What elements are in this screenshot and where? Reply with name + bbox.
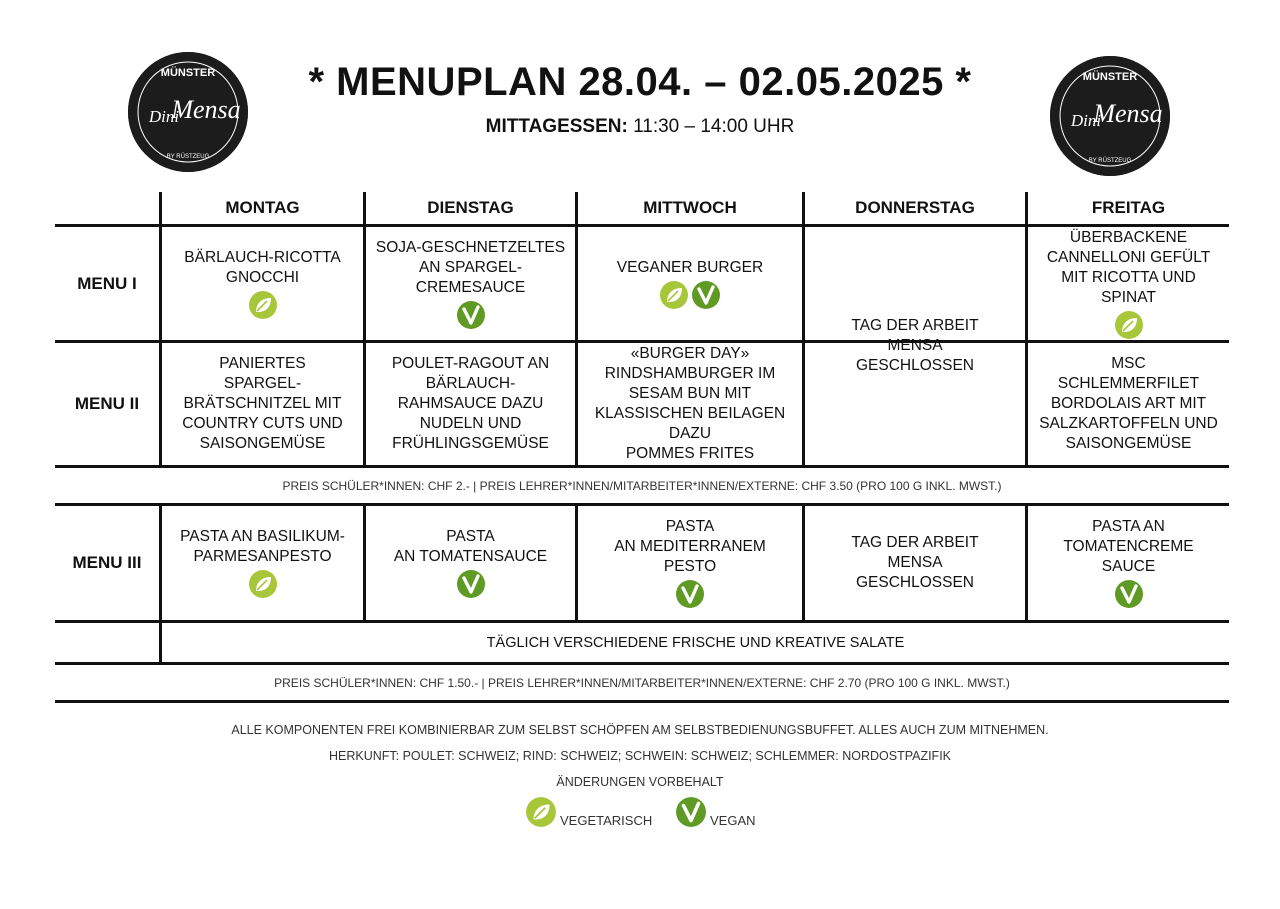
lunch-time: 11:30 – 14:00 UHR <box>633 116 795 137</box>
dish-line: AN SPARGEL- <box>418 258 523 276</box>
logo-script2: Mensa <box>171 95 241 124</box>
closed-line: MENSA <box>887 554 943 571</box>
vegetarian-leaf-icon <box>525 796 557 828</box>
vegetarian-leaf-icon <box>248 290 278 320</box>
dish-line: SALZKARTOFFELN UND <box>1039 415 1218 432</box>
dish-line: BRÄTSCHNITZEL MIT <box>183 395 342 412</box>
menu1-wednesday <box>578 227 802 340</box>
price-note-menu1-2: PREIS SCHÜLER*INNEN: CHF 2.- | PREIS LEHRER*INNEN/MITARBEITER*INNEN/EXTERNE: CHF 3.50 (PRO 100 G INKL. MWST.) <box>282 478 1002 493</box>
dish-line: GNOCCHI <box>225 268 300 286</box>
menu3-wednesday <box>578 506 802 620</box>
closed-line: TAG DER ARBEIT <box>851 317 979 334</box>
logo-top-text: MÜNSTER <box>160 67 216 79</box>
dish-line: PARMESANPESTO <box>193 548 332 565</box>
dish-line: SOJA-GESCHNETZELTES <box>375 238 566 256</box>
menu1-monday <box>162 227 363 340</box>
dish-line: RAHMSAUCE DAZU <box>397 395 544 412</box>
dish-line: CREMESAUCE <box>415 278 526 296</box>
row-label-menu3: MENU III <box>72 553 142 572</box>
dish-line: CANNELLONI GEFÜLT <box>1046 248 1211 266</box>
dish-line: MSC <box>1111 355 1146 372</box>
vegetarian-leaf-icon <box>248 569 278 599</box>
menu1-friday <box>1028 227 1229 340</box>
price-note-menu3: PREIS SCHÜLER*INNEN: CHF 1.50.- | PREIS LEHRER*INNEN/MITARBEITER*INNEN/EXTERNE: CHF 2.70 (PRO 100 G INKL. MWST.) <box>274 675 1010 690</box>
logo-bottom-text: BY RÜSTZEUG <box>1088 158 1132 164</box>
dish-line: ÜBERBACKENE <box>1069 228 1188 246</box>
dish-line: FRÜHLINGSGEMÜSE <box>392 435 549 452</box>
dish-line: COUNTRY CUTS UND <box>182 415 343 432</box>
menu2-friday <box>1028 343 1229 465</box>
footer-changes-note: ÄNDERUNGEN VORBEHALT <box>556 775 724 789</box>
logo-bottom-text: BY RÜSTZEUG <box>166 154 210 160</box>
vegetarian-leaf-icon <box>1114 310 1144 340</box>
menu1-tuesday <box>366 227 575 340</box>
dish-line: SPINAT <box>1101 288 1156 306</box>
legend-vegetarian <box>525 795 652 828</box>
menu2-monday <box>162 343 363 465</box>
dish-line: PASTA AN <box>1092 518 1165 535</box>
footer-combinable-note: ALLE KOMPONENTEN FREI KOMBINIERBAR ZUM SELBST SCHÖPFEN AM SELBSTBEDIENUNGSBUFFET. ALLES AUCH ZUM MITNEHMEN. <box>231 723 1049 737</box>
footer-origin-note: HERKUNFT: POULET: SCHWEIZ; RIND: SCHWEIZ; SCHWEIN: SCHWEIZ; SCHLEMMER: NORDOSTPAZIFIK <box>328 749 952 763</box>
day-header-friday: FREITAG <box>1091 198 1166 217</box>
dish-line: PASTA <box>446 528 495 545</box>
dish-line: AN MEDITERRANEM <box>614 538 766 555</box>
dish-line: AN TOMATENSAUCE <box>393 548 548 565</box>
lunch-label: MITTAGESSEN: <box>485 116 628 137</box>
menu3-tuesday <box>366 506 575 620</box>
lunch-hours <box>0 116 1280 138</box>
grid-line <box>55 700 1229 703</box>
logo-top-text: MÜNSTER <box>1082 71 1138 83</box>
row-label-menu1: MENU I <box>77 273 137 293</box>
closed-line: GESCHLOSSEN <box>855 574 974 591</box>
salads-note: TÄGLICH VERSCHIEDENE FRISCHE UND KREATIVE SALATE <box>486 634 905 651</box>
legend-vegan <box>675 795 756 828</box>
dish-line: SPARGEL- <box>223 375 302 392</box>
vegan-v-icon <box>691 280 721 310</box>
vegan-v-icon <box>456 300 486 330</box>
dish-line: NUDELN UND <box>419 415 522 432</box>
row-label-menu2: MENU II <box>74 394 140 413</box>
vegetarian-leaf-icon <box>659 280 689 310</box>
menu3-monday <box>162 506 363 620</box>
vegan-v-icon <box>675 579 705 609</box>
dish-line: PANIERTES <box>219 355 306 372</box>
vegan-v-icon <box>456 569 486 599</box>
day-header-wednesday: MITTWOCH <box>643 198 737 217</box>
menu2-wednesday <box>578 343 802 465</box>
dish-line: TOMATENCREME <box>1063 538 1194 555</box>
dish-line: VEGANER BURGER <box>616 258 764 276</box>
dish-line: BÄRLAUCH- <box>425 375 516 392</box>
dish-line: MIT RICOTTA UND <box>1061 268 1196 286</box>
dish-line: RINDSHAMBURGER IM <box>604 365 776 382</box>
dish-line: SAUCE <box>1101 558 1156 575</box>
closed-line: MENSA <box>887 337 943 354</box>
closed-line: GESCHLOSSEN <box>855 357 974 374</box>
legend-vegan-label: VEGAN <box>710 813 756 828</box>
dish-line: SESAM BUN MIT <box>628 385 752 402</box>
thursday-closed-1 <box>805 227 1025 465</box>
page-title: * MENUPLAN 28.04. – 02.05.2025 * <box>308 60 972 104</box>
logo-script1: Dini <box>1070 111 1102 130</box>
closed-line: TAG DER ARBEIT <box>851 534 979 551</box>
vegan-v-icon <box>675 796 707 828</box>
day-header-thursday: DONNERSTAG <box>855 198 975 217</box>
menu2-tuesday <box>366 343 575 465</box>
dish-line: PESTO <box>663 558 717 575</box>
logo-script2: Mensa <box>1093 99 1163 128</box>
dish-line: SAISONGEMÜSE <box>199 435 326 452</box>
dish-line: DAZU <box>668 425 712 442</box>
dish-line: KLASSISCHEN BEILAGEN <box>594 405 786 422</box>
day-header-monday: MONTAG <box>225 198 300 217</box>
logo-script1: Dini <box>148 107 180 126</box>
dish-line: PASTA <box>665 518 715 535</box>
dish-line: POULET-RAGOUT AN <box>391 355 550 372</box>
dish-line: «BURGER DAY» <box>630 345 750 362</box>
dish-line: PASTA AN BASILIKUM- <box>180 528 345 545</box>
dish-line: BORDOLAIS ART MIT <box>1050 395 1207 412</box>
dish-line: SCHLEMMERFILET <box>1057 375 1200 392</box>
dish-line: POMMES FRITES <box>625 445 755 462</box>
dish-line: SAISONGEMÜSE <box>1065 435 1192 452</box>
day-header-tuesday: DIENSTAG <box>427 198 514 217</box>
legend-vegetarian-label: VEGETARISCH <box>560 813 653 828</box>
menu3-friday <box>1028 506 1229 620</box>
thursday-closed-2 <box>805 506 1025 620</box>
vegan-v-icon <box>1114 579 1144 609</box>
dish-line: BÄRLAUCH-RICOTTA <box>184 248 341 266</box>
